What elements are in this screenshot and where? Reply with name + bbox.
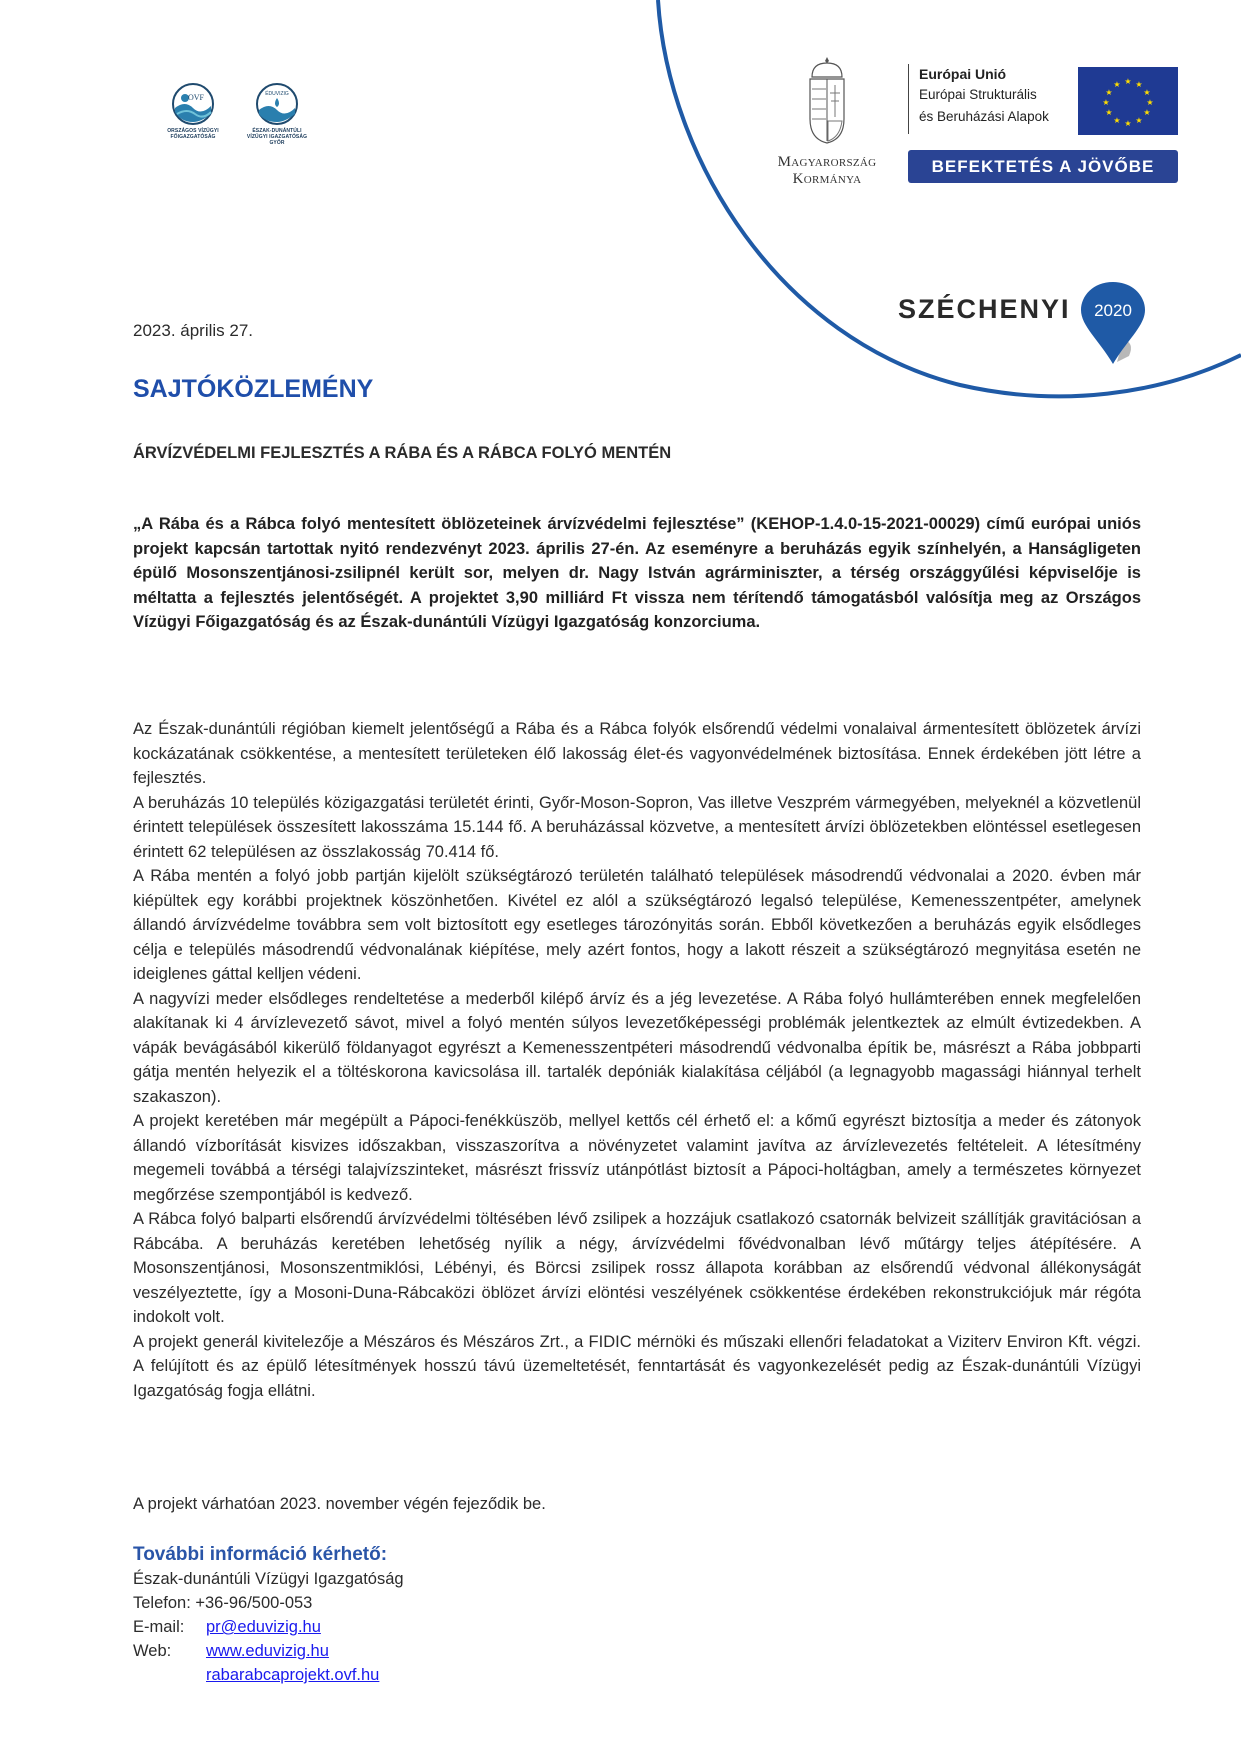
- ovf-logo: [160, 82, 226, 162]
- svg-text:★: ★: [1135, 80, 1143, 89]
- szechenyi-word: SZÉCHENYI: [898, 293, 1071, 324]
- svg-text:★: ★: [1105, 108, 1113, 117]
- svg-text:★: ★: [1143, 88, 1151, 97]
- eu-funding-text: [908, 64, 1049, 134]
- eu-funds-line1: Európai Strukturális: [919, 87, 1037, 102]
- body-paragraph: Az Észak-dunántúli régióban kiemelt jelentőségű a Rába és a Rábca folyók elsőrendű védelmi vonalaival ármentesített öblözetek árvízi kockázatának csökkentése, a mentesített területeken élő lakosság élet-és vagyonvédelmének biztosítása. Ennek érdekében jött létre a fejlesztés.: [133, 720, 1141, 787]
- eduvizig-emblem-icon: [255, 82, 299, 126]
- contact-phone: Telefon: +36-96/500-053: [133, 1594, 313, 1612]
- coat-of-arms-icon: [804, 55, 850, 145]
- ovf-caption: ORSZÁGOS VÍZÜGYI FŐIGAZGATÓSÁG: [167, 128, 219, 140]
- body-paragraph: A projekt keretében már megépült a Pápoci-fenékküszöb, mellyel kettős cél érhető el: a kőmű egyrészt biztosítja a meder és zátonyok állandó vízborítását kisvizes időszakban, visszaszorítva a növényzetet valamint javítva az árvízlevezetés feltételeit. A létesítmény megemeli továbbá a térségi talajvízszinteket, másrészt frissvíz utánpótlást biztosít a Pápoci-holtágban, amely a természetes környezet megőrzése szempontjából is kedvező.: [133, 1112, 1141, 1204]
- contact-web-row: [133, 1639, 1141, 1663]
- body-text: [133, 717, 1141, 1403]
- project-website-link[interactable]: rabarabcaprojekt.ovf.hu: [206, 1666, 380, 1684]
- szechenyi-2020-logo: [898, 252, 1149, 366]
- svg-text:ÉDUVIZIG: ÉDUVIZIG: [265, 91, 289, 97]
- svg-text:★: ★: [1113, 80, 1121, 89]
- svg-text:★: ★: [1124, 119, 1132, 128]
- contact-organization: Észak-dunántúli Vízügyi Igazgatóság: [133, 1570, 404, 1588]
- government-logo: [752, 55, 902, 188]
- email-link[interactable]: pr@eduvizig.hu: [206, 1618, 321, 1636]
- svg-text:★: ★: [1124, 77, 1132, 86]
- eu-flag-icon: [1078, 67, 1178, 135]
- body-paragraph: A Rába mentén a folyó jobb partján kijelölt szükségtározó területén található települések másodrendű védvonalai a 2020. évben már kiépültek egy korábbi projektnek köszönhetően. Kivétel ez alól a szükségtározó legalsó települése, Kemenesszentpéter, amelynek állandó árvízvédelme továbbra sem volt biztosított egy esetleges tározónyitás során. Ebből következően a beruházás egyik elsődleges célja e település másodrendű védvonalának kiépítése, mely azért fontos, hogy a lakott részeit a szükségtározó megnyitása esetén ne ideiglenes gáttal kelljen védeni.: [133, 867, 1141, 983]
- lead-paragraph: „A Rába és a Rábca folyó mentesített öblözeteinek árvízvédelmi fejlesztése” (KEHOP-1.4.0-15-2021-00029) című európai uniós projekt kapcsán tartottak nyitó rendezvényt 2023. április 27-én. Az eseményre a beruházás egyik színhelyén, a Hanságligeten épülő Mosonszentjánosi-zsilipnél került sor, melyen dr. Nagy István agrárminiszter, a térség országgyűlési képviselője is méltatta a fejlesztés jelentőségét. A projektet 3,90 milliárd Ft vissza nem térítendő támogatásból valósítja meg az Országos Vízügyi Főigazgatóság és az Észak-dunántúli Vízügyi Igazgatóság konzorciuma.: [133, 515, 1141, 631]
- investment-banner: BEFEKTETÉS A JÖVŐBE: [908, 150, 1178, 183]
- page-title: SAJTÓKÖZLEMÉNY: [133, 375, 374, 403]
- svg-text:★: ★: [1143, 108, 1151, 117]
- eu-name: Európai Unió: [919, 66, 1007, 82]
- eduvizig-logo: [244, 82, 310, 162]
- svg-text:★: ★: [1105, 88, 1113, 97]
- contact-email-row: [133, 1615, 1141, 1639]
- contact-block: [133, 1543, 1141, 1687]
- svg-text:2020: 2020: [1093, 301, 1132, 320]
- body-paragraph: A Rábca folyó balparti elsőrendű árvízvédelmi töltésében lévő zsilipek a hozzájuk csatlakozó csatornák belvizeit szállítják gravitációsan a Rábcába. A beruházás keretében lehetőség nyílik a négy, árvízvédelmi fővédvonalban lévő műtárgy teljes átépítésére. A Mosonszentjánosi, Mosonszentmiklósi, Lébényi, és Börcsi zsilipek rossz állapota korábban az elsőrendű védvonal állékonyságát veszélyeztette, így a Mosoni-Duna-Rábcaközi öblözet árvízi elöntési veszélyének csökkentése érdekében rekonstrukciójuk már régóta indokolt volt.: [133, 1210, 1141, 1326]
- body-paragraph: A nagyvízi meder elsődleges rendeltetése a mederből kilépő árvíz és a jég levezetése. A Rába folyó hullámterében ennek megfelelően alakítanak ki 4 árvízlevezető sávot, mivel a folyó mentén súlyos levezetőképességi problémák jelentkeztek az elmúlt évtizedekben. A vápák bevágásából kikerülő földanyagot egyrészt a Kemenesszentpéteri másodrendű védvonalba építik be, másrészt a Rába jobbparti gátja mentén helyezik el a töltéskorona kavicsolása ill. tartalék depóniák kialakítása céljából (a legnagyobb magassági hiánnyal terhelt szakaszon).: [133, 989, 1141, 1106]
- svg-text:★: ★: [1146, 98, 1154, 107]
- body-paragraph: A beruházás 10 település közigazgatási területét érinti, Győr-Moson-Sopron, Vas illetve Veszprém vármegyében, melyeknél a közvetlenül érintett települések összesített lakosszáma 15.144 fő. A beruházással közvetve, a mentesített árvízi öblözetekben elöntéssel esetlegesen érintett 62 településen az összlakosság 70.414 fő.: [133, 793, 1141, 861]
- document-date: 2023. április 27.: [133, 321, 254, 340]
- government-name-line1: Magyarország: [777, 154, 877, 170]
- svg-text:OVF: OVF: [187, 93, 205, 102]
- contact-web-row-2: [133, 1663, 1141, 1687]
- body-paragraph: A projekt generál kivitelezője a Mészáros és Mészáros Zrt., a FIDIC mérnöki és műszaki ellenőri feladatokat a Viziterv Environ Kft. végzi. A felújított és az épülő létesítmények hosszú távú üzemeltetését, fenntartását és vagyonkezelését pedig az Észak-dunántúli Vízügyi Igazgatóság fogja ellátni.: [133, 1332, 1141, 1400]
- government-name-line2: Kormánya: [792, 171, 862, 187]
- eu-funds-line2: és Beruházási Alapok: [919, 109, 1049, 124]
- svg-text:★: ★: [1102, 98, 1110, 107]
- document-subtitle: ÁRVÍZVÉDELMI FEJLESZTÉS A RÁBA ÉS A RÁBCA FOLYÓ MENTÉN: [133, 444, 672, 462]
- email-label: E-mail:: [133, 1618, 185, 1636]
- svg-text:★: ★: [1135, 116, 1143, 125]
- contact-heading: További információ kérhető:: [133, 1544, 388, 1565]
- agency-logos: [160, 82, 310, 162]
- closing-sentence: A projekt várhatóan 2023. november végén fejeződik be.: [133, 1495, 546, 1513]
- ovf-emblem-icon: [171, 82, 215, 126]
- web-label: Web:: [133, 1642, 172, 1660]
- eduvizig-caption: ÉSZAK-DUNÁNTÚLI VÍZÜGYI IGAZGATÓSÁG GYŐR: [246, 128, 308, 146]
- website-link[interactable]: www.eduvizig.hu: [206, 1642, 329, 1660]
- svg-text:★: ★: [1113, 116, 1121, 125]
